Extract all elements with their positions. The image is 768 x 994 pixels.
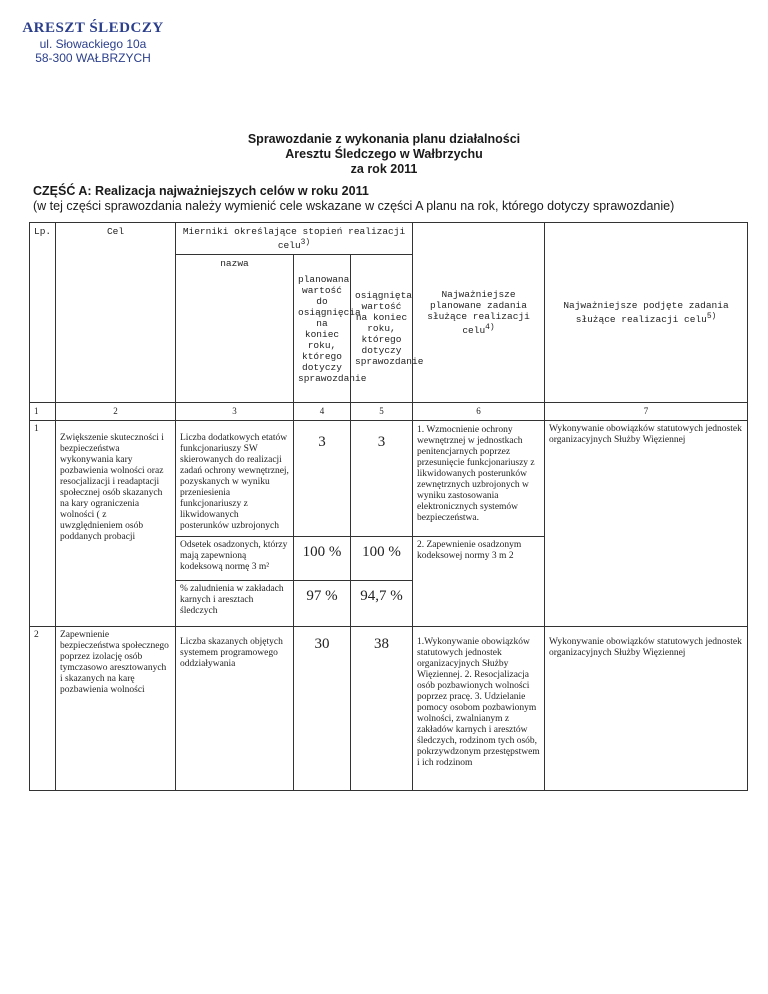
zadania-planowane: 1.Wykonywanie obowiązków statutowych jednostek organizacyjnych Służby Więziennej. 2. Resocjalizacja osób pozbawionych wolności poprzez pracę. 3. Udzielanie pomocy osobom pozbawionym wolności, zwalnianym z zakładów karnych i aresztów śledczych, rodzinom tych osób, pokrzywdzonym przestępstwem i ich rodzinom [413,627,545,791]
letterhead [18,20,168,65]
section-subheading: (w tej części sprawozdania należy wymienić cele wskazane w części A planu na rok, którego dotyczy sprawozdanie) [33,199,675,213]
title-line-2: Aresztu Śledczego w Wałbrzychu [285,147,483,161]
zadania-planowane: 2. Zapewnienie osadzonym kodeksowej normy 3 m 2 [413,537,545,627]
column-number: 4 [294,403,351,421]
column-number: 7 [545,403,748,421]
header-osiagnieta: osiągnięta wartość na koniec roku, którego dotyczy sprawozdanie [351,255,413,403]
miernik-planowana: 3 [294,421,351,537]
row-cel: Zapewnienie bezpieczeństwa społecznego poprzez izolację osób tymczasowo aresztowanych i skazanych na karę pozbawienia wolności [56,627,176,791]
column-number: 5 [351,403,413,421]
miernik-osiagnieta: 38 [351,627,413,791]
header-zadania-planowane-text: Najważniejsze planowane zadania służące realizacji celu [427,289,530,337]
column-number: 6 [413,403,545,421]
zadania-podjete: Wykonywanie obowiązków statutowych jednostek organizacyjnych Służby Więziennej [545,627,748,791]
header-zadania-podjete-footnote: 5) [706,312,717,321]
miernik-osiagnieta: 94,7 % [351,581,413,627]
header-zadania-podjete [545,223,748,403]
header-mierniki-footnote: 3) [300,238,311,247]
miernik-nazwa: Liczba skazanych objętych systemem programowego oddziaływania [176,627,294,791]
institution-name: ARESZT ŚLEDCZY [22,20,164,36]
header-mierniki-text: Mierniki określające stopień realizacji celu [182,226,406,252]
miernik-planowana: 30 [294,627,351,791]
header-zadania-planowane [413,223,545,403]
table-row [30,627,748,791]
document-title [0,132,768,177]
zadania-planowane: 1. Wzmocnienie ochrony wewnętrznej w jednostkach penitencjarnych poprzez przesunięcie funkcjonariuszy z likwidowanych posterunków zewnętrznych uzbrojonych w wyniku zastosowania elektronicznych systemów bezpieczeństwa. [413,421,545,537]
zadania-podjete: Wykonywanie obowiązków statutowych jednostek organizacyjnych Służby Więziennej [545,421,748,627]
title-line-1: Sprawozdanie z wykonania planu działalności [247,132,521,146]
header-cel: Cel [56,223,176,403]
header-zadania-planowane-footnote: 4) [485,323,495,332]
miernik-osiagnieta: 3 [351,421,413,537]
header-nazwa: nazwa [176,255,294,403]
header-zadania-podjete-text: Najważniejsze podjęte zadania służące realizacji celu [563,300,729,326]
row-cel: Zwiększenie skuteczności i bezpieczeństwa wykonywania kary pozbawienia wolności oraz resocjalizacji i readaptacji społecznej osób skazanych na kary ograniczenia wolności ( z uwzględnieniem osób poddanych probacji [56,421,176,627]
header-lp: Lp. [30,223,56,403]
miernik-nazwa: Odsetek osadzonych, którzy mają zapewnioną kodeksową normę 3 m² [176,537,294,581]
row-lp: 1 [30,421,56,627]
miernik-planowana: 100 % [294,537,351,581]
institution-city: 58-300 WAŁBRZYCH [35,51,151,65]
header-mierniki [176,223,413,255]
institution-street: ul. Słowackiego 10a [39,37,147,51]
header-planowana: planowana wartość do osiągnięcia na koniec roku, którego dotyczy sprawozdanie [294,255,351,403]
miernik-nazwa: % zaludnienia w zakładach karnych i aresztach śledczych [176,581,294,627]
section-header [33,184,674,214]
column-number: 2 [56,403,176,421]
table-row [30,421,748,537]
title-line-3: za rok 2011 [350,162,418,176]
miernik-planowana: 97 % [294,581,351,627]
section-heading: CZĘŚĆ A: Realizacja najważniejszych celów w roku 2011 [33,184,369,198]
miernik-nazwa: Liczba dodatkowych etatów funkcjonariuszy SW skierowanych do realizacji zadań ochrony wewnętrznej, pozyskanych w wyniku przeniesienia funkcjonariuszy z likwidowanych posterunków uzbrojonych [176,421,294,537]
column-number: 3 [176,403,294,421]
report-table [29,222,748,791]
row-lp: 2 [30,627,56,791]
column-number: 1 [30,403,56,421]
miernik-osiagnieta: 100 % [351,537,413,581]
